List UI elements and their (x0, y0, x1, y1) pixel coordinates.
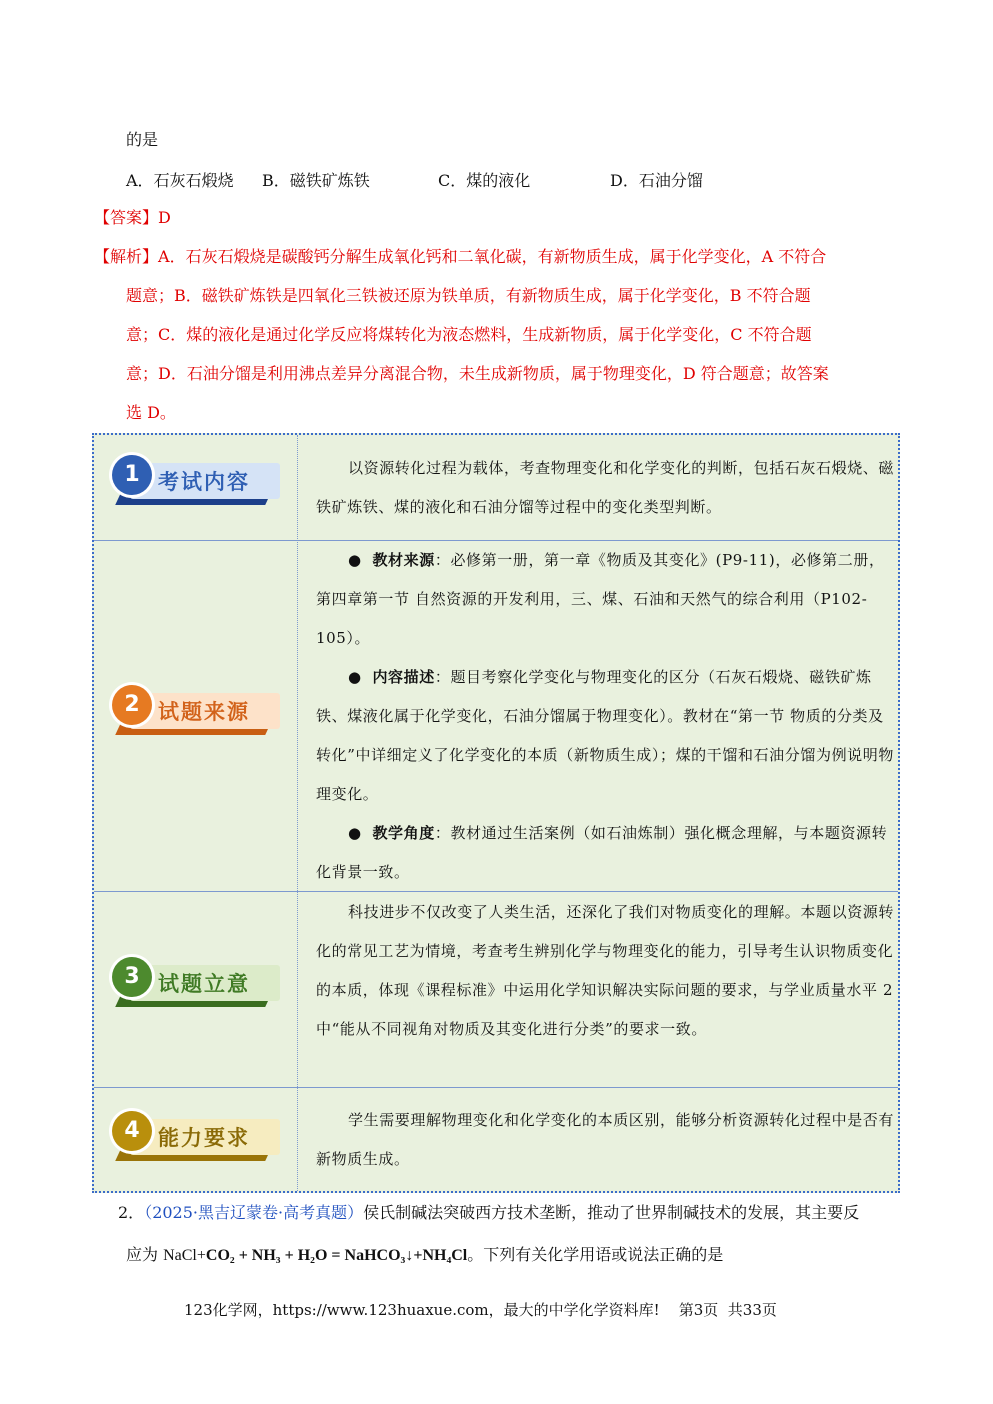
question-source-link[interactable]: （2025·黑吉辽蒙卷·高考真题） (144, 1203, 364, 1222)
badge-label: 能力要求 (158, 1126, 250, 1150)
option-a: A．石灰石煅烧 (126, 171, 234, 190)
badge-source (112, 685, 282, 749)
bullet-textbook-source: ● 教材来源：必修第一册，第一章《物质及其变化》(P9-11)，必修第二册，第四章第一节 自然资源的开发利用，三、煤、石油和天然气的综合利用（P102-105）。 (316, 551, 885, 647)
badge-number: 4 (112, 1111, 152, 1151)
option-d: D．石油分馏 (610, 171, 703, 190)
badge-label: 试题来源 (158, 700, 250, 724)
section-2-text (316, 541, 896, 892)
analysis-line-5: 选 D。 (126, 403, 176, 422)
question-2-line-1: 2．（2025·黑吉辽蒙卷·高考真题）侯氏制碱法突破西方技术垄断，推动了世界制碱技术的发展，其主要反 (118, 1203, 860, 1222)
badge-number: 1 (112, 455, 152, 495)
badge-intent (112, 957, 282, 1021)
row-divider (94, 1087, 898, 1088)
section-4-text: 学生需要理解物理变化和化学变化的本质区别，能够分析资源转化过程中是否有新物质生成。 (316, 1111, 895, 1168)
badge-exam-content (112, 455, 282, 519)
section-1-text: 以资源转化过程为载体，考查物理变化和化学变化的判断，包括石灰石煅烧、磁铁矿炼铁、煤的液化和石油分馏等过程中的变化类型判断。 (316, 459, 895, 516)
column-divider (297, 435, 298, 1191)
option-b: B．磁铁矿炼铁 (262, 171, 370, 190)
analysis-line-4: 意；D．石油分馏是利用沸点差异分离混合物，未生成新物质，属于物理变化，D 符合题意；故答案 (126, 364, 829, 383)
chemical-equation: CO₂ + NH₃ + H₂O = NaHCO₃↓+NH₄Cl (205, 1247, 468, 1264)
bullet-teaching-angle: ● 教学角度：教材通过生活案例（如石油炼制）强化概念理解，与本题资源转化背景一致。 (316, 824, 888, 881)
analysis-line-2: 题意；B．磁铁矿炼铁是四氧化三铁被还原为铁单质，有新物质生成，属于化学变化，B 不符合题 (126, 286, 811, 305)
option-c: C．煤的液化 (438, 171, 531, 190)
badge-number: 2 (112, 685, 152, 725)
answer: 【答案】D (94, 208, 171, 227)
bullet-content-description: ● 内容描述：题目考察化学变化与物理变化的区分（石灰石煅烧、磁铁矿炼铁、煤液化属于化学变化，石油分馏属于物理变化）。教材在“第一节 物质的分类及转化”中详细定义了化学变化的本质（新物质生成）；煤的干馏和石油分馏为例说明物理变化。 (316, 668, 894, 803)
analysis-line-1: 【解析】A．石灰石煅烧是碳酸钙分解生成氧化钙和二氧化碳，有新物质生成，属于化学变化，A 不符合 (94, 247, 827, 266)
analysis-panel (92, 433, 900, 1193)
badge-number: 3 (112, 957, 152, 997)
badge-label: 考试内容 (158, 470, 250, 494)
section-3-text: 科技进步不仅改变了人类生活，还深化了我们对物质变化的理解。本题以资源转化的常见工艺为情境，考查考生辨别化学与物理变化的能力，引导考生认识物质变化的本质，体现《课程标准》中运用化学知识解决实际问题的要求，与学业质量水平 2 中“能从不同视角对物质及其变化进行分类”的要求一致。 (316, 903, 895, 1038)
question-2-line-2: 应为 NaCl+CO₂ + NH₃ + H₂O = NaHCO₃↓+NH₄Cl。下列有关化学用语或说法正确的是 (126, 1245, 724, 1264)
badge-label: 试题立意 (158, 972, 250, 996)
badge-ability (112, 1111, 282, 1175)
question-end: 的是 (126, 130, 159, 149)
page-footer: 123化学网，https://www.123huaxue.com，最大的中学化学资料库! 第3页 共33页 (184, 1301, 777, 1319)
analysis-line-3: 意；C．煤的液化是通过化学反应将煤转化为液态燃料，生成新物质，属于化学变化，C 不符合题 (126, 325, 812, 344)
